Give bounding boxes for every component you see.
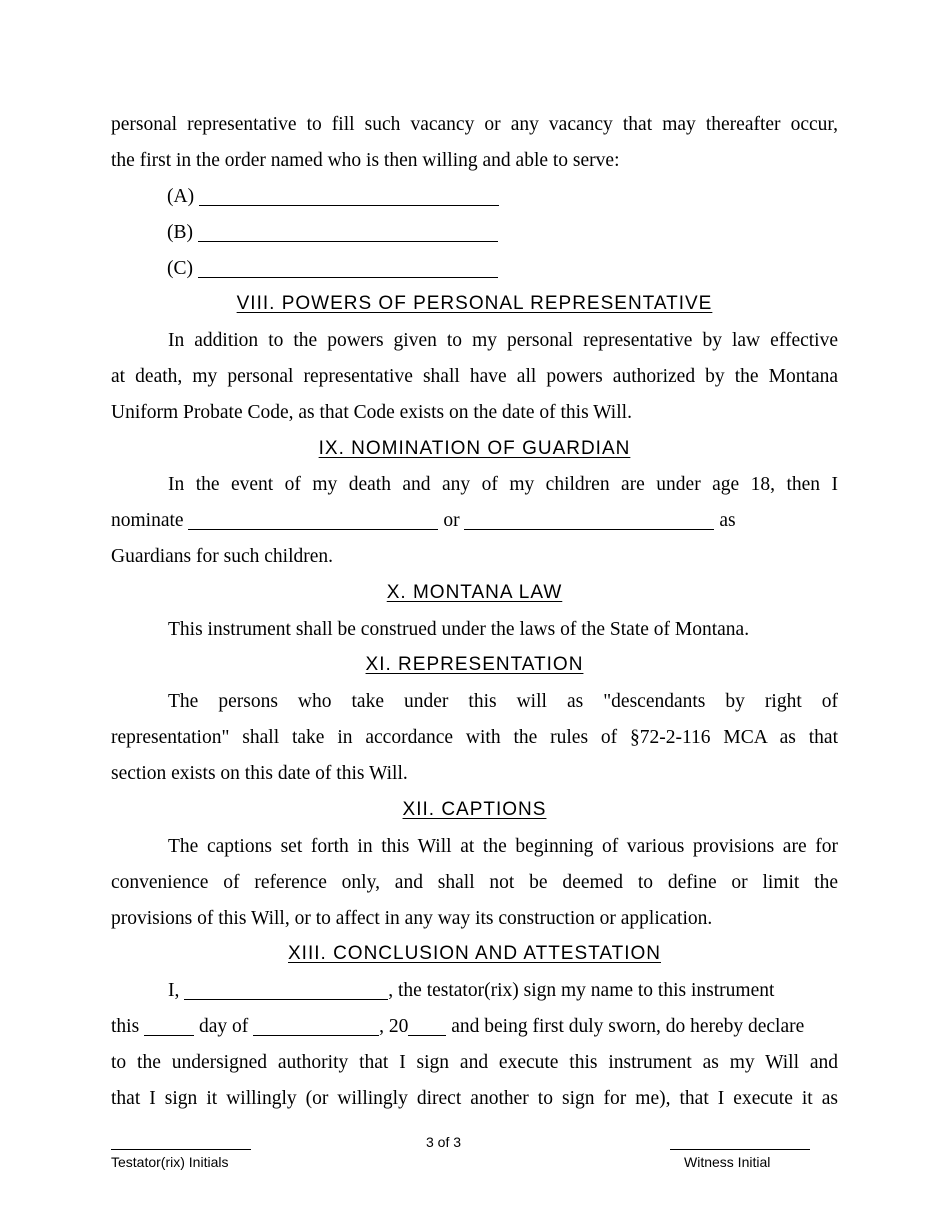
- paragraph-line: section exists on this date of this Will.: [111, 763, 408, 784]
- paragraph-line: The captions set forth in this Will at the beginning of various provisions are for: [168, 836, 838, 857]
- guardian-2-field[interactable]: [464, 507, 714, 530]
- section-heading: XI. REPRESENTATION: [365, 654, 584, 675]
- paragraph-line: In addition to the powers given to my personal representative by law effective: [168, 330, 838, 351]
- paragraph-line: Guardians for such children.: [111, 546, 334, 567]
- section-heading: IX. NOMINATION OF GUARDIAN: [318, 438, 631, 459]
- year-field[interactable]: [408, 1013, 446, 1036]
- paragraph-line: This instrument shall be construed under the laws of the State of Montana.: [168, 619, 750, 640]
- static-text: or: [443, 510, 460, 531]
- paragraph-line: representation" shall take in accordance with the rules of §72-2-116 MCA as that: [111, 727, 838, 748]
- list-item-b: [167, 215, 498, 251]
- list-item-label: (A): [167, 186, 195, 207]
- static-text: nominate: [111, 510, 184, 531]
- paragraph-line: The persons who take under this will as "descendants by right of: [168, 691, 838, 712]
- section-heading: X. MONTANA LAW: [386, 582, 563, 603]
- paragraph-line: In the event of my death and any of my children are under age 18, then I: [168, 474, 838, 495]
- static-text: day of: [198, 1016, 249, 1037]
- testator-initials-label: Testator(rix) Initials: [111, 1154, 229, 1170]
- month-field[interactable]: [253, 1013, 379, 1036]
- static-text: and being first duly sworn, do hereby declare: [451, 1016, 805, 1037]
- list-item-label: (B): [167, 222, 193, 243]
- list-item-label: (C): [167, 258, 193, 279]
- paragraph-line: personal representative to fill such vacancy or any vacancy that may thereafter occur,: [111, 114, 838, 135]
- blank-field-b[interactable]: [198, 219, 498, 242]
- paragraph-line: to the undersigned authority that I sign and execute this instrument as my Will and: [111, 1052, 838, 1073]
- paragraph-line: [111, 973, 838, 1009]
- paragraph-line: at death, my personal representative shall have all powers authorized by the Montana: [111, 366, 838, 387]
- static-text: as: [719, 510, 736, 531]
- section-heading: XIII. CONCLUSION AND ATTESTATION: [288, 943, 661, 964]
- paragraph-line: convenience of reference only, and shall not be deemed to define or limit the: [111, 872, 838, 893]
- testator-initials-line[interactable]: [111, 1149, 251, 1150]
- blank-field-c[interactable]: [198, 255, 498, 278]
- testator-name-field[interactable]: [184, 977, 388, 1000]
- paragraph-line: [111, 1009, 871, 1045]
- list-item-a: [167, 179, 499, 215]
- list-item-c: [167, 251, 498, 287]
- witness-initial-label: Witness Initial: [684, 1154, 771, 1170]
- paragraph-line: [111, 503, 838, 539]
- paragraph-line: that I sign it willingly (or willingly direct another to sign for me), that I execute it as: [111, 1088, 838, 1109]
- paragraph-line: provisions of this Will, or to affect in any way its construction or application.: [111, 908, 713, 929]
- paragraph-line: Uniform Probate Code, as that Code exists on the date of this Will.: [111, 402, 632, 423]
- witness-initial-line[interactable]: [670, 1149, 810, 1150]
- paragraph-line: the first in the order named who is then willing and able to serve:: [111, 150, 620, 171]
- static-text: , the testator(rix) sign my name to this instrument: [388, 980, 775, 1001]
- page-number: 3 of 3: [426, 1134, 462, 1150]
- static-text: this: [111, 1016, 140, 1037]
- day-field[interactable]: [144, 1013, 194, 1036]
- static-text: , 20: [379, 1016, 409, 1037]
- section-heading: VIII. POWERS OF PERSONAL REPRESENTATIVE: [236, 293, 713, 314]
- guardian-1-field[interactable]: [188, 507, 438, 530]
- static-text: I,: [168, 980, 180, 1001]
- section-heading: XII. CAPTIONS: [402, 799, 547, 820]
- blank-field-a[interactable]: [199, 183, 499, 206]
